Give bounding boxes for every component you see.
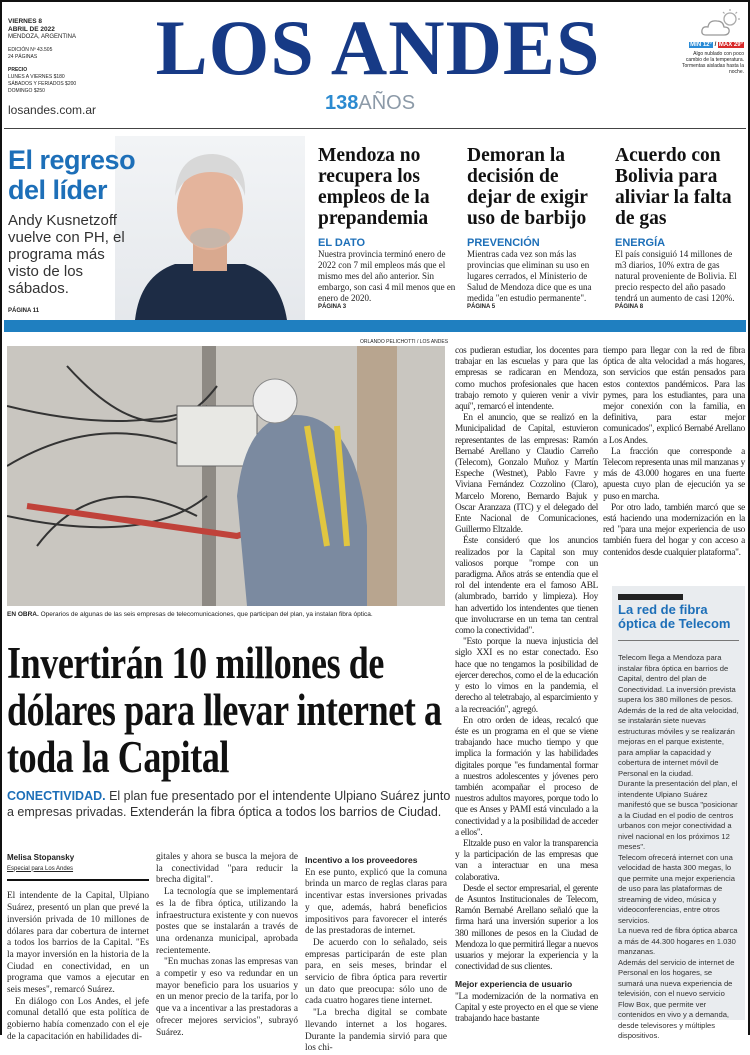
sidebar-tag <box>618 594 683 600</box>
paragraph: cos pudieran estudiar, los docentes para trabajar en las escuelas y para que las empresas se radicaran en Mendoza, como muchos profesionales que hacen trabajo remoto y quieren venir a vivir aquí", remarcó el intendente. <box>455 346 598 413</box>
years-number: 138 <box>325 92 359 114</box>
teaser-kicker: PREVENCIÓN <box>467 237 540 249</box>
years-text: AÑOS <box>358 92 416 114</box>
date-day: VIERNES 8 <box>8 18 42 25</box>
edition-info <box>8 18 118 117</box>
sidebar-paragraph: Telecom ofrecerá internet con una velocidad de hasta 300 megas, lo que permite una mejor experiencia de uso para las plataformas de streaming de video, música y videoconferencias, entre otros servicios. <box>618 852 735 925</box>
paragraph: De acuerdo con lo señalado, seis empresas participarán de este plan para, en seis meses, brindar el servicio de fibra óptica para revertir un dato que preocupa: sólo uno de cada cuatro hogares tiene internet. <box>305 937 447 1007</box>
main-deck <box>7 788 452 820</box>
main-photo[interactable] <box>7 346 445 606</box>
header-divider <box>4 128 746 129</box>
teaser-title: Mendoza no recupera los empleos de la prepandemia <box>318 145 430 229</box>
caption-lead: EN OBRA. <box>7 611 39 618</box>
paragraph: El intendente de la Capital, Ulpiano Suárez, presentó un plan que prevé la inversión privada de 10 millones de dólares para dar cobertura de internet a todos los barrios de la Capital. "Es la mayor inversión en la historia de la Ciudad en conectividad, en un programa que vamos a ejecutar en seis meses", remarcó Suárez. <box>7 891 149 996</box>
date-month: ABRIL DE 2022 <box>8 26 55 33</box>
body-column-4 <box>455 346 598 1025</box>
anniversary-label <box>325 92 415 115</box>
sidebar-paragraph: Telecom llega a Mendoza para instalar fibra óptica en barrios de Capital, dentro del plan de Conectividad. La inversión prevista supera los 380 millones de pesos. <box>618 653 736 704</box>
feature-subtitle: Andy Kusnetzoff vuelve con PH, el programa más visto de los sábados. <box>8 212 125 297</box>
photo-caption <box>7 611 373 618</box>
photo-credit: ORLANDO PELICHOTTI / LOS ANDES <box>360 339 449 345</box>
site-link[interactable]: losandes.com.ar <box>8 103 97 117</box>
paragraph: En el anuncio, que se realizó en la Municipalidad de Capital, estuvieron representantes de las empresas: Ramón Bernabé Arellano y Claudio Carreño (Telecom), Gonzalo Muñoz y Martín Espeche (Westnet), Pablo Favre y Viviana Fernández Cozzolino (Claro), Marcelo Moreno, Bernardo Bajuk y Oscar Aranzaza (ITC) y el delegado del Ente Nacional de Comunicaciones, Guillermo Eltzalde. <box>455 413 598 536</box>
forecast-text: Algo nublado con poco cambio de la temperatura. Tormentas aisladas hasta la noche. <box>682 51 744 75</box>
worker-photo-image <box>7 346 445 606</box>
sidebar-box <box>612 586 745 1040</box>
teaser-kicker: ENERGÍA <box>615 237 666 249</box>
caption-text: Operarios de algunas de las seis empresas de telecomunicaciones, que participan del plan, ya instalan fibra óptica. <box>38 611 373 618</box>
feature-headline[interactable] <box>8 145 135 205</box>
feature-photo[interactable] <box>115 136 305 320</box>
partly-cloudy-icon <box>700 8 744 38</box>
teaser-masks[interactable] <box>467 145 605 310</box>
teaser-employment[interactable] <box>318 145 456 310</box>
sidebar-paragraph: Además de la red de alta velocidad, se instalarán siete nuevas estructuras móviles y se realizarán mejoras en el parque existente, para ampliar la capacidad y cobertura de internet móvil de Personal en la ciudad. <box>618 705 739 778</box>
teaser-text: Mientras cada vez son más las provincias que eliminan su uso en lugares cerrados, el Ministerio de Salud de Mendoza dice que es una medida "en estudio permanente". <box>467 249 592 303</box>
deck-lead: CONECTIVIDAD. <box>7 789 106 803</box>
body-column-1 <box>7 852 149 1044</box>
temp-max: MAX 29° <box>718 42 743 48</box>
page-count: 24 PÁGINAS <box>8 54 38 60</box>
body-column-2 <box>156 852 298 1039</box>
sidebar-title: La red de fibra óptica de Telecom <box>618 602 731 631</box>
temp-min: MIN 12° <box>690 42 712 48</box>
price-weekday: LUNES A VIERNES $180 <box>8 74 65 80</box>
sidebar-divider <box>618 640 739 641</box>
byline-sub: Especial para Los Andes <box>7 864 149 882</box>
paragraph: "En muchas zonas las empresas van a competir y eso va redundar en un mayor beneficio para los usuarios y en un menor precio de la tarifa, por lo que va a incentivar a las prestadoras a ofrecer mejores servicios", subrayó Suárez. <box>156 957 298 1038</box>
feature-page-ref: PÁGINA 11 <box>8 308 40 314</box>
paragraph: tiempo para llegar con la red de fibra óptica de alta velocidad a más hogares, son servicios que están pensados para estos contextos pandémicos. Para las pymes, para los estudiantes, para una mejor conexión con la familia, en definitiva, para estar mejor comunicados", explicó Bernabé Arellano a Los Andes. <box>603 346 745 446</box>
price-label: PRECIO <box>8 67 28 73</box>
deck-text: El plan fue presentado por el intendente Ulpiano Suárez junto a empresas privadas. Extenderán la fibra óptica a todos los barrios de Ciudad. <box>7 789 451 819</box>
place: MENDOZA, ARGENTINA <box>8 34 77 40</box>
paragraph: gitales y ahora se busca la mejora de la conectividad "para reducir la brecha digital". <box>156 852 298 886</box>
paragraph: En ese punto, explicó que la comuna brinda un marco de reglas claras para incentivar estas inversiones privadas y que, además, habrá beneficios impositivos para favorecer el interés de las prestadoras de internet. <box>305 867 447 937</box>
teaser-gas[interactable] <box>615 145 745 310</box>
paragraph: La fracción que corresponde a Telecom representa unas mil manzanas y más de 43.000 hogares en una fuerte apuesta cuyo plan de ejecución ya se puso en marcha. <box>603 446 745 502</box>
teaser-title: Demoran la decisión de dejar de exigir uso de barbijo <box>467 145 588 229</box>
sidebar-paragraph: Durante la presentación del plan, el intendente Ulpiano Suárez manifestó que se busca "posicionar a la Ciudad en el podio de centros urbanos con mejor conectividad a nivel nacional en los próximos 12 meses". <box>618 779 738 851</box>
byline: Melisa Stopansky <box>7 853 75 862</box>
paragraph: Éste consideró que los anuncios realizados por la Capital son muy valiosos porque "rompe con un paradigma. Años atrás se entendía que el rol del intendente era el famoso ABL (alumbrado, barrido y limpieza). Hoy han advertido los intendentes que tienen que involucrarse en un tema tan central como la conectividad". <box>455 536 598 637</box>
feature-headline-line1: El regreso <box>8 145 136 175</box>
portrait-image <box>115 136 305 320</box>
main-headline[interactable]: Invertirán 10 millones de dólares para llevar internet a toda la Capital <box>7 638 442 782</box>
masthead-logo: LOS ANDES <box>155 4 601 91</box>
subhead: Incentivo a los proveedores <box>305 855 418 865</box>
edition-number: EDICIÓN Nº 43.505 <box>8 47 53 53</box>
paragraph: La tecnología que se implementará es la de fibra óptica, utilizando la infraestructura existente y con nuevos postes que se instalarán a través de una ordenanza municipal, aprobada recientemente. <box>156 887 298 956</box>
paragraph: "La modernización de la normativa en Capital y este proyecto en el que se viene trabajando hace bastante <box>455 991 598 1024</box>
price-sunday: DOMINGO $250 <box>8 88 45 94</box>
paragraph: "La brecha digital se combate llevando internet a los hogares. Durante la pandemia sirvió para que los chi- <box>305 1008 447 1054</box>
section-bar <box>4 320 746 332</box>
teaser-page-ref: PÁGINA 5 <box>467 304 496 310</box>
weather-box: MIN 12° / MAX 29° Algo nublado con poco cambio de la temperatura. Tormentas aisladas hasta la noche. <box>680 8 744 75</box>
subhead: Mejor experiencia de usuario <box>455 979 573 990</box>
paragraph: Por otro lado, también marcó que se está haciendo una modernización en la red "para una mejor experiencia de uso también fuera del hogar y con acceso a contenidos desde cualquier plataforma". <box>603 502 745 558</box>
teaser-text: El país consiguió 14 millones de m3 diarios, 10% extra de gas natural proveniente de Bolivia. El precio respecto del año pasado tendrá un aumento de casi 120%. <box>615 249 737 303</box>
body-column-5 <box>603 346 745 559</box>
sidebar-paragraph: La nueva red de fibra óptica abarca a más de 44.300 hogares en 1.030 manzanas. <box>618 926 738 956</box>
body-column-3 <box>305 852 447 1055</box>
paragraph: Eltzalde puso en valor la transparencia y la participación de las empresas que van a interactuar en una mesa colaborativa. <box>455 838 598 883</box>
price-saturday: SÁBADOS Y FERIADOS $200 <box>8 81 77 87</box>
teaser-text: Nuestra provincia terminó enero de 2022 con 7 mil empleos más que el mismo mes del año anterior. Sin embargo, son casi 4 mil menos que en enero de 2020. <box>318 249 456 303</box>
paragraph: "Esto porque la nueva injusticia del siglo XXI es no estar conectado. Eso hace que no tengamos la posibilidad de ejercer derechos, como el de la educación y esto lo vimos en la pandemia, el derecho al teletrabajo, al esparcimiento y a la recreación", agregó. <box>455 637 598 715</box>
teaser-page-ref: PÁGINA 8 <box>615 304 644 310</box>
sidebar-paragraph: Además del servicio de internet de Personal en los hogares, se sumará una nueva experiencia de televisión, con el nuevo servicio Flow Box, que permite ver contenidos en vivo y a demanda, desde televisores y múltiples dispositivos. <box>618 957 735 1040</box>
teaser-title: Acuerdo con Bolivia para aliviar la falta de gas <box>615 145 732 229</box>
paragraph: En otro orden de ideas, recalcó que éste es un programa en el que se viene trabajando hace mucho tiempo y que implica la formación y las habilidades digitales porque "es fundamental formar a nuestros adolescentes y jóvenes pero también acompañar el proceso de nuestros adultos mayores, porque todo lo que es Anses y PAMI está vinculado a la conectividad y a la posibilidad de acceder a ellos". <box>455 715 598 838</box>
teaser-kicker: EL DATO <box>318 237 366 249</box>
feature-headline-line2: del líder <box>8 175 108 205</box>
paragraph: En diálogo con Los Andes, el jefe comunal detalló que esta política de gobierno había comenzado con el eje de la capacitación en habilidades di- <box>7 996 149 1042</box>
teaser-page-ref: PÁGINA 3 <box>318 304 347 310</box>
paragraph: Desde el sector empresarial, el gerente de Asuntos Institucionales de Telecom, Ramón Bernabé Arellano señaló que la firma hará una inversión superior a los 380 millones de pesos en la Ciudad de Mendoza lo que permitirá llegar a nuevos usuarios y mejorar la experiencia y la conectividad de sus clientes. <box>455 883 598 973</box>
